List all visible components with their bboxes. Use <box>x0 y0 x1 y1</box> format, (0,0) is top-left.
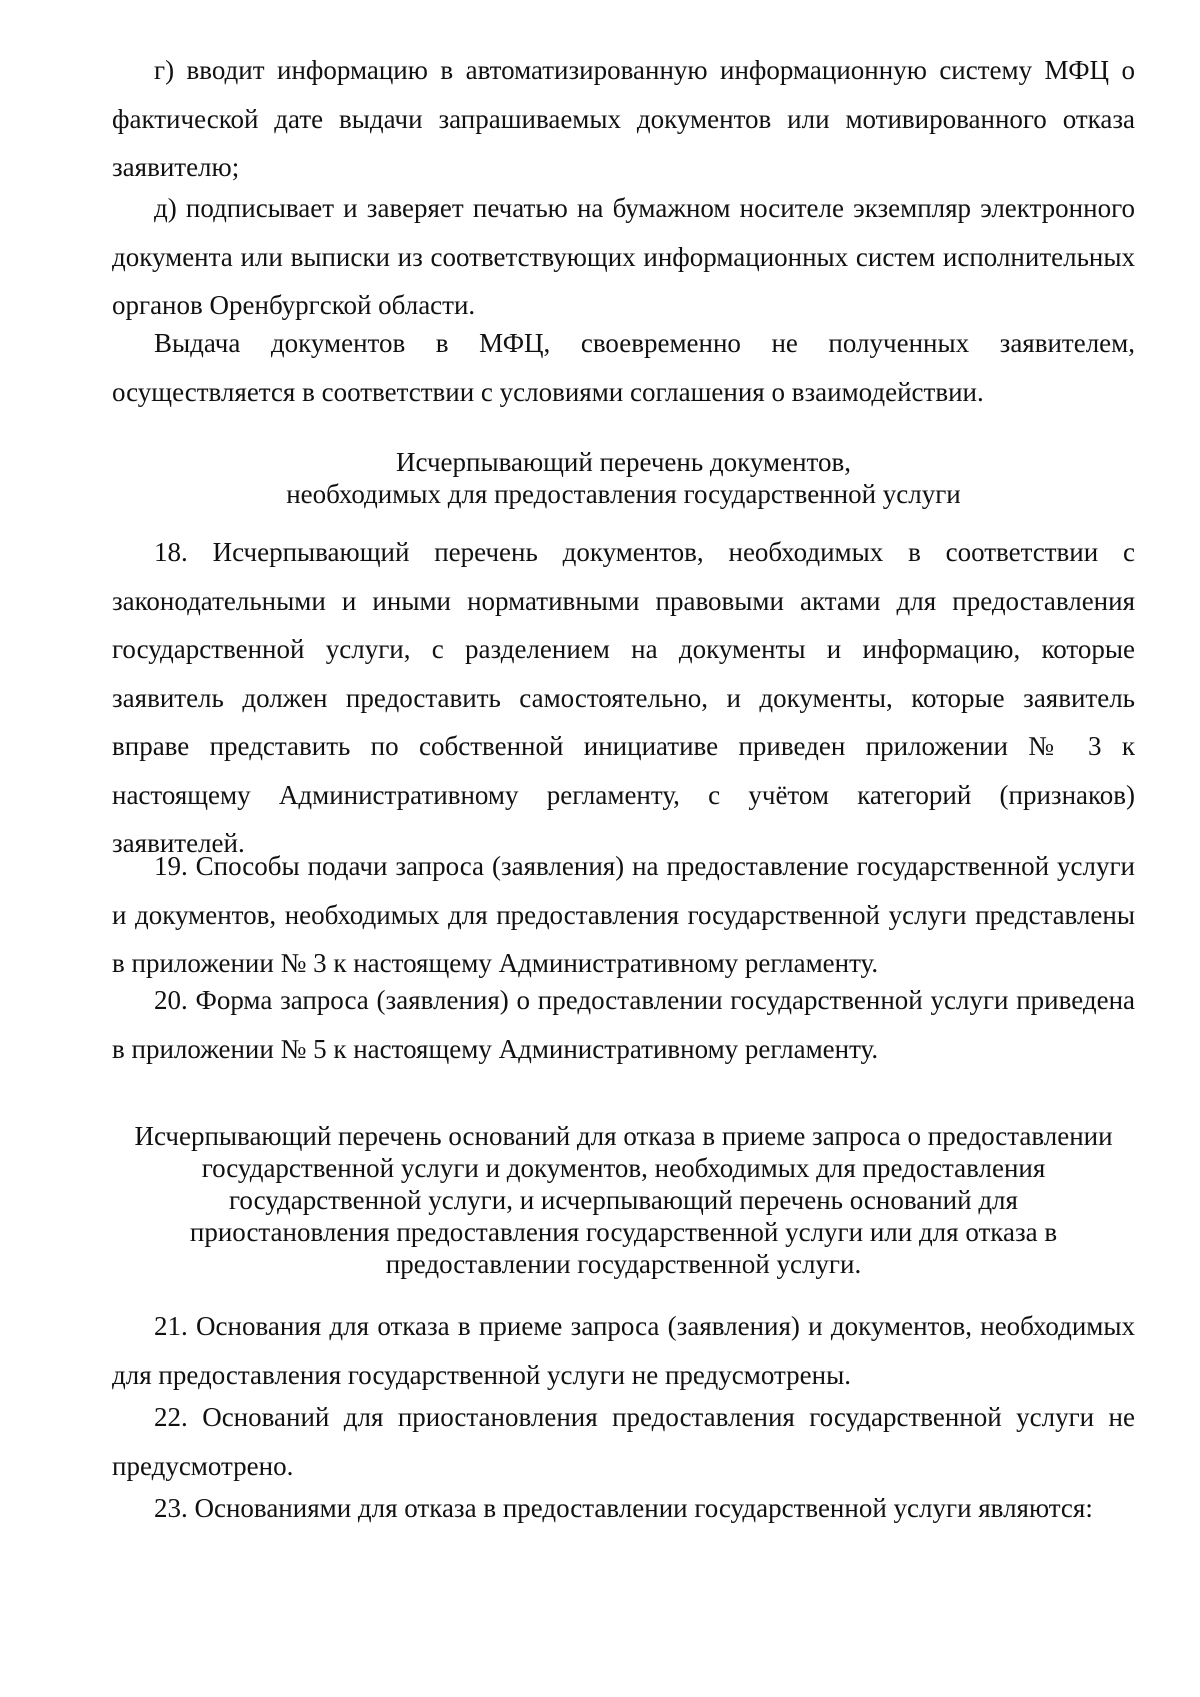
section-heading-documents <box>112 446 1135 510</box>
heading-line: приостановления предоставления государственной услуги или для отказа в <box>189 1217 1058 1247</box>
paragraph-23: 23. Основаниями для отказа в предоставлении государственной услуги являются: <box>154 1493 1093 1523</box>
paragraph-21: 21. Основания для отказа в приеме запроса (заявления) и документов, необходимых для предоставления государственной услуги не предусмотрены. <box>112 1311 1135 1390</box>
heading-line: предоставлении государственной услуги. <box>385 1249 862 1279</box>
paragraph-issuance: Выдача документов в МФЦ, своевременно не полученных заявителем, осуществляется в соответствии с условиями соглашения о взаимодействии. <box>112 328 1135 407</box>
heading-line: государственной услуги и документов, необходимых для предоставления <box>201 1153 1046 1183</box>
paragraph-18: 18. Исчерпывающий перечень документов, необходимых в соответствии с законодательными и иными нормативными правовыми актами для предоставления государственной услуги, с разделением на документы и информацию, которые заявитель должен предоставить самостоятельно, и документы, которые заявитель вправе представить по собственной инициативе приведен приложении № 3 к настоящему Административному регламенту, с учётом категорий (признаков) заявителей. <box>112 537 1135 858</box>
paragraph-item-d: д) подписывает и заверяет печатью на бумажном носителе экземпляр электронного документа или выписки из соответствующих информационных систем исполнительных органов Оренбургской области. <box>112 193 1135 320</box>
heading-line: государственной услуги, и исчерпывающий перечень оснований для <box>229 1185 1018 1215</box>
heading-line: Исчерпывающий перечень документов, <box>396 447 851 477</box>
heading-line: Исчерпывающий перечень оснований для отказа в приеме запроса о предоставлении <box>134 1121 1113 1151</box>
paragraph-22: 22. Оснований для приостановления предоставления государственной услуги не предусмотрено. <box>112 1402 1135 1481</box>
section-heading-refusal-grounds <box>112 1120 1135 1280</box>
heading-line: необходимых для предоставления государственной услуги <box>286 479 961 509</box>
paragraph-20: 20. Форма запроса (заявления) о предоставлении государственной услуги приведена в приложении № 5 к настоящему Административному регламенту. <box>112 985 1135 1064</box>
paragraph-item-g: г) вводит информацию в автоматизированную информационную систему МФЦ о фактической дате выдачи запрашиваемых документов или мотивированного отказа заявителю; <box>112 55 1135 182</box>
paragraph-19: 19. Способы подачи запроса (заявления) на предоставление государственной услуги и документов, необходимых для предоставления государственной услуги представлены в приложении № 3 к настоящему Административному регламенту. <box>112 851 1135 978</box>
